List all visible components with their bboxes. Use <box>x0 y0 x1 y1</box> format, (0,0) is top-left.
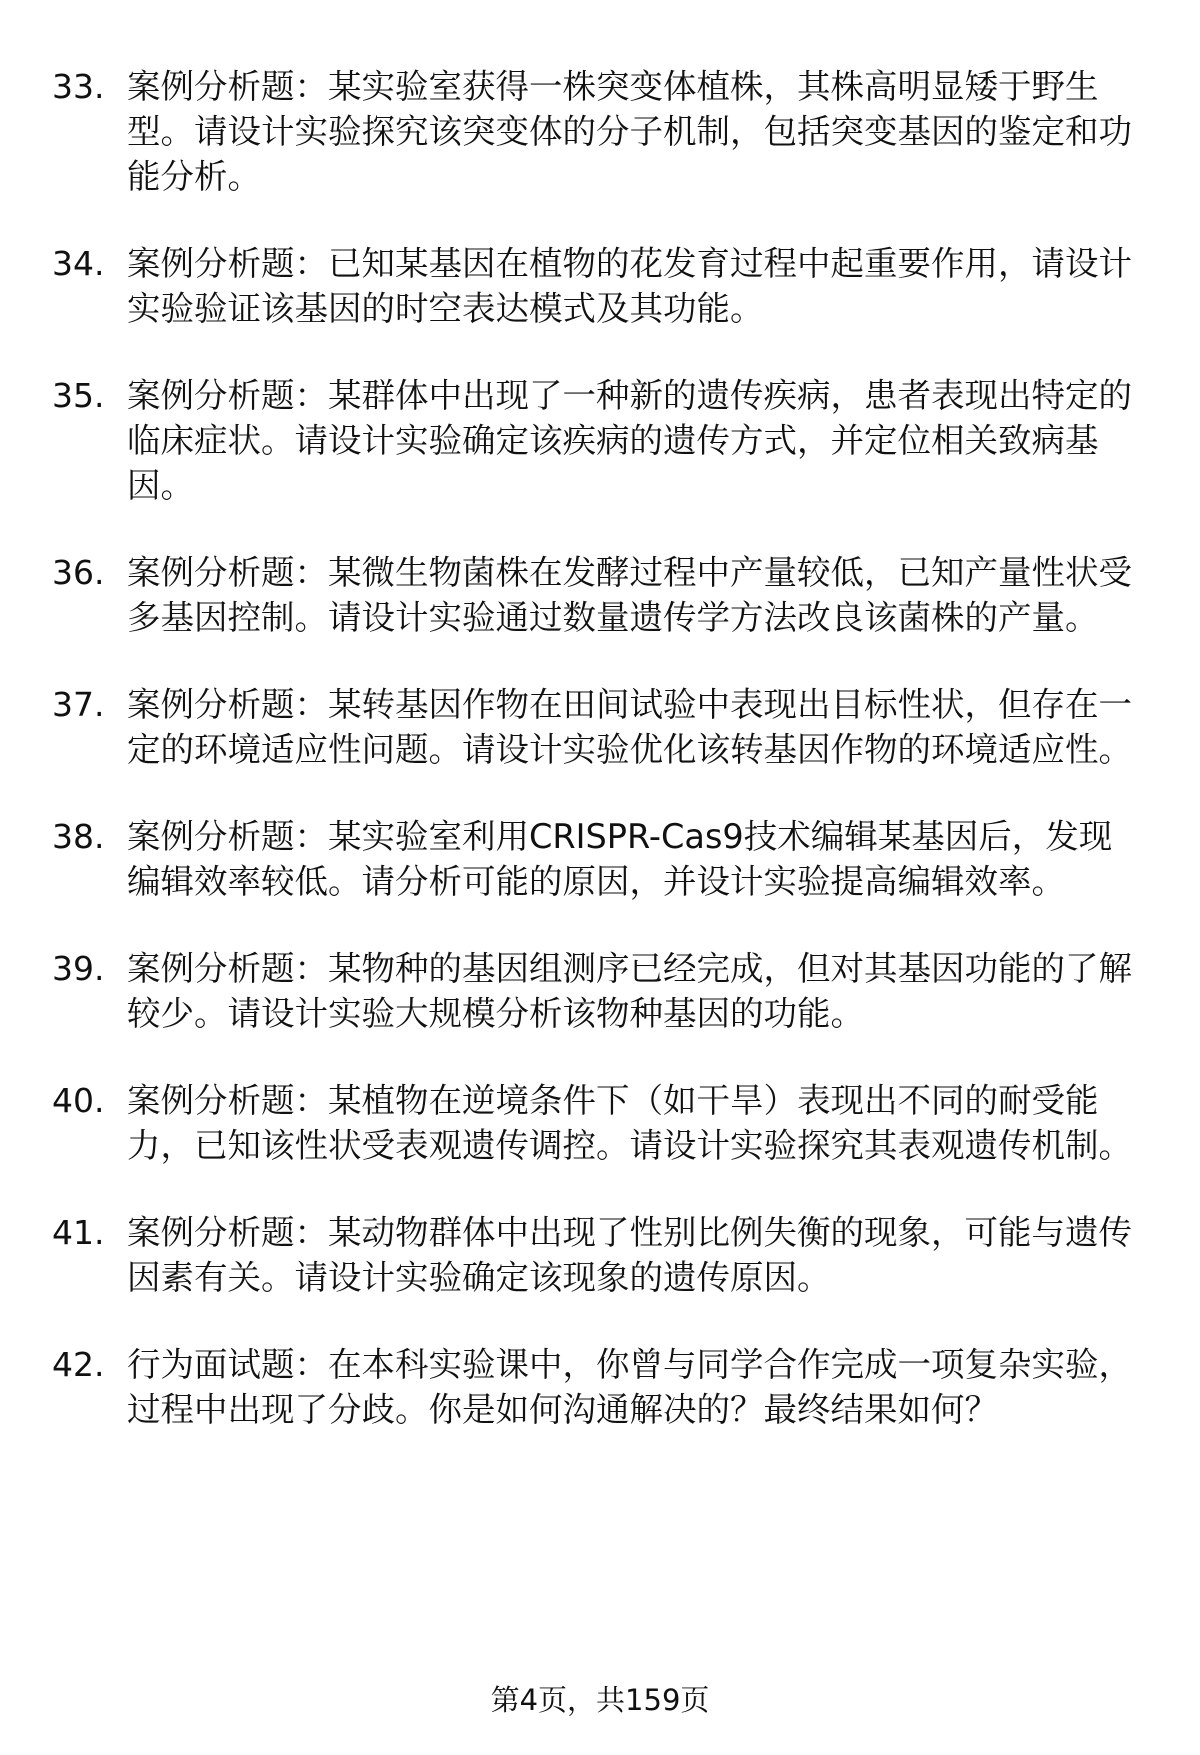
question-list <box>0 64 1200 1474</box>
question-item <box>0 241 1200 331</box>
question-number: 40. <box>52 1081 105 1120</box>
question-number: 34. <box>52 244 105 283</box>
question-text: 案例分析题：某实验室获得一株突变体植株，其株高明显矮于野生型。请设计实验探究该突变体的分子机制，包括突变基因的鉴定和功能分析。 <box>127 67 1132 196</box>
question-text: 案例分析题：某物种的基因组测序已经完成，但对其基因功能的了解较少。请设计实验大规模分析该物种基因的功能。 <box>127 949 1132 1033</box>
question-item <box>0 1078 1200 1168</box>
question-item <box>0 946 1200 1036</box>
question-item <box>0 373 1200 508</box>
question-text: 案例分析题：某转基因作物在田间试验中表现出目标性状，但存在一定的环境适应性问题。请设计实验优化该转基因作物的环境适应性。 <box>127 685 1132 769</box>
question-text: 案例分析题：某群体中出现了一种新的遗传疾病，患者表现出特定的临床症状。请设计实验确定该疾病的遗传方式，并定位相关致病基因。 <box>127 376 1132 505</box>
question-number: 37. <box>52 685 105 724</box>
question-text: 案例分析题：某植物在逆境条件下（如干旱）表现出不同的耐受能力，已知该性状受表观遗传调控。请设计实验探究其表观遗传机制。 <box>127 1081 1132 1165</box>
question-text: 行为面试题：在本科实验课中，你曾与同学合作完成一项复杂实验，过程中出现了分歧。你是如何沟通解决的？最终结果如何？ <box>127 1345 1132 1429</box>
question-number: 35. <box>52 376 105 415</box>
question-item <box>0 1342 1200 1432</box>
question-item <box>0 64 1200 199</box>
question-text: 案例分析题：已知某基因在植物的花发育过程中起重要作用，请设计实验验证该基因的时空表达模式及其功能。 <box>127 244 1132 328</box>
question-text: 案例分析题：某动物群体中出现了性别比例失衡的现象，可能与遗传因素有关。请设计实验确定该现象的遗传原因。 <box>127 1213 1132 1297</box>
question-number: 41. <box>52 1213 105 1252</box>
question-number: 39. <box>52 949 105 988</box>
question-item <box>0 814 1200 904</box>
question-number: 42. <box>52 1345 105 1384</box>
question-text: 案例分析题：某实验室利用CRISPR-Cas9技术编辑某基因后，发现编辑效率较低。请分析可能的原因，并设计实验提高编辑效率。 <box>127 817 1113 901</box>
question-item <box>0 682 1200 772</box>
question-number: 33. <box>52 67 105 106</box>
question-item <box>0 1210 1200 1300</box>
question-item <box>0 550 1200 640</box>
question-number: 38. <box>52 817 105 856</box>
question-number: 36. <box>52 553 105 592</box>
question-text: 案例分析题：某微生物菌株在发酵过程中产量较低，已知产量性状受多基因控制。请设计实验通过数量遗传学方法改良该菌株的产量。 <box>127 553 1132 637</box>
page-footer: 第4页，共159页 <box>490 1683 710 1717</box>
